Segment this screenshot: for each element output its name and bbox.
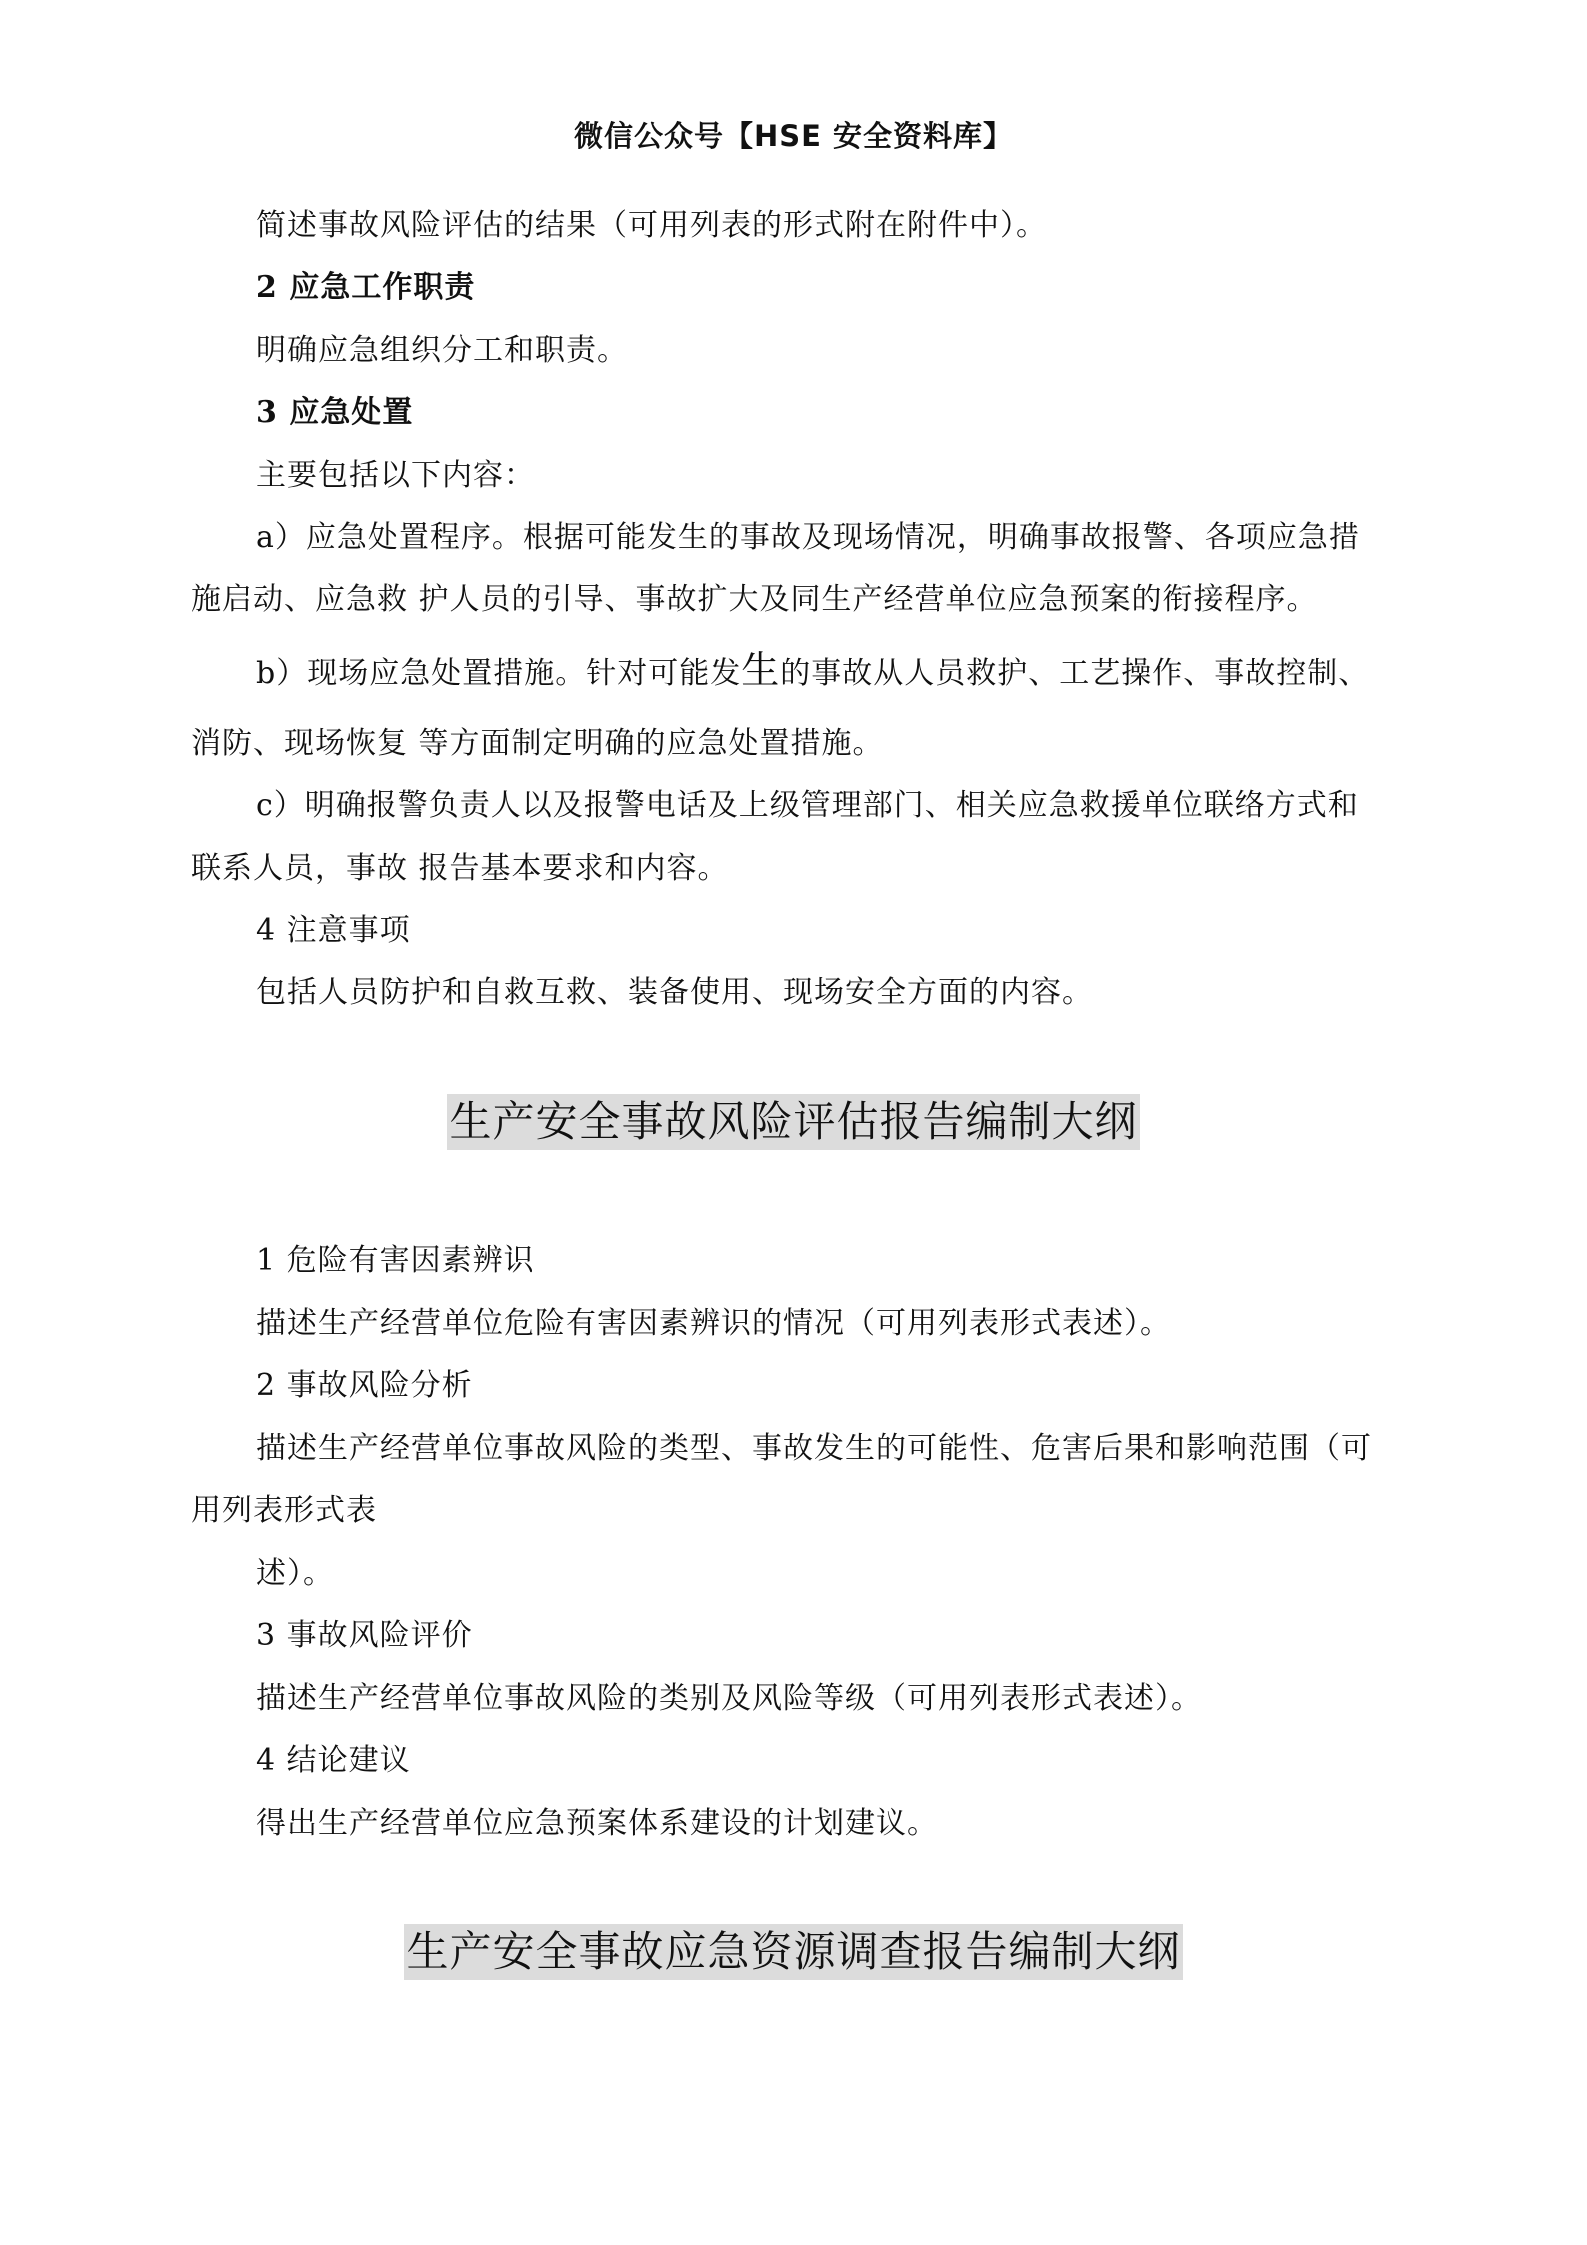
enlarged-character: 生: [741, 648, 781, 692]
page-header: 微信公众号【HSE 安全资料库】: [573, 119, 1014, 153]
body-text-line: 描述生产经营单位危险有害因素辨识的情况（可用列表形式表述）。: [256, 1306, 1171, 1341]
section-title: [0, 1094, 1587, 1150]
section-title-text: 生产安全事故应急资源调查报告编制大纲: [404, 1924, 1182, 1980]
subheading: 3 应急处置: [256, 395, 414, 430]
body-text-line: 包括人员防护和自救互救、装备使用、现场安全方面的内容。: [256, 975, 1093, 1010]
body-text-line: 用列表形式表: [191, 1493, 377, 1528]
subheading: 4 注意事项: [256, 913, 411, 948]
subheading: 3 事故风险评价: [256, 1618, 473, 1653]
subheading: 1 危险有害因素辨识: [256, 1243, 535, 1278]
subheading: 2 应急工作职责: [256, 270, 476, 305]
body-text-line: 联系人员，事故 报告基本要求和内容。: [191, 851, 729, 886]
body-text-line: 述）。: [256, 1556, 334, 1591]
section-title: [0, 1924, 1587, 1980]
body-text-line: 主要包括以下内容：: [256, 458, 535, 493]
body-text-line: 明确应急组织分工和职责。: [256, 333, 628, 368]
body-text-line: [256, 650, 1369, 694]
body-text-line: c）明确报警负责人以及报警电话及上级管理部门、相关应急救援单位联络方式和: [256, 788, 1359, 823]
body-text-line: 施启动、应急救 护人员的引导、事故扩大及同生产经营单位应急预案的衔接程序。: [191, 582, 1318, 617]
subheading: 2 事故风险分析: [256, 1368, 473, 1403]
subheading: 4 结论建议: [256, 1743, 411, 1778]
section-title-text: 生产安全事故风险评估报告编制大纲: [447, 1094, 1139, 1150]
body-text-line: 消防、现场恢复 等方面制定明确的应急处置措施。: [191, 726, 884, 761]
body-text-segment: 的事故从人员救护、工艺操作、事故控制、: [780, 656, 1370, 691]
body-text-line: 简述事故风险评估的结果（可用列表的形式附在附件中）。: [256, 208, 1047, 243]
body-text-segment: b）现场应急处置措施。针对可能发: [256, 656, 742, 691]
body-text-line: 描述生产经营单位事故风险的类别及风险等级（可用列表形式表述）。: [256, 1681, 1202, 1716]
body-text-line: 得出生产经营单位应急预案体系建设的计划建议。: [256, 1806, 938, 1841]
body-text-line: a）应急处置程序。根据可能发生的事故及现场情况，明确事故报警、各项应急措: [256, 520, 1360, 555]
body-text-line: 描述生产经营单位事故风险的类型、事故发生的可能性、危害后果和影响范围（可: [256, 1431, 1372, 1466]
